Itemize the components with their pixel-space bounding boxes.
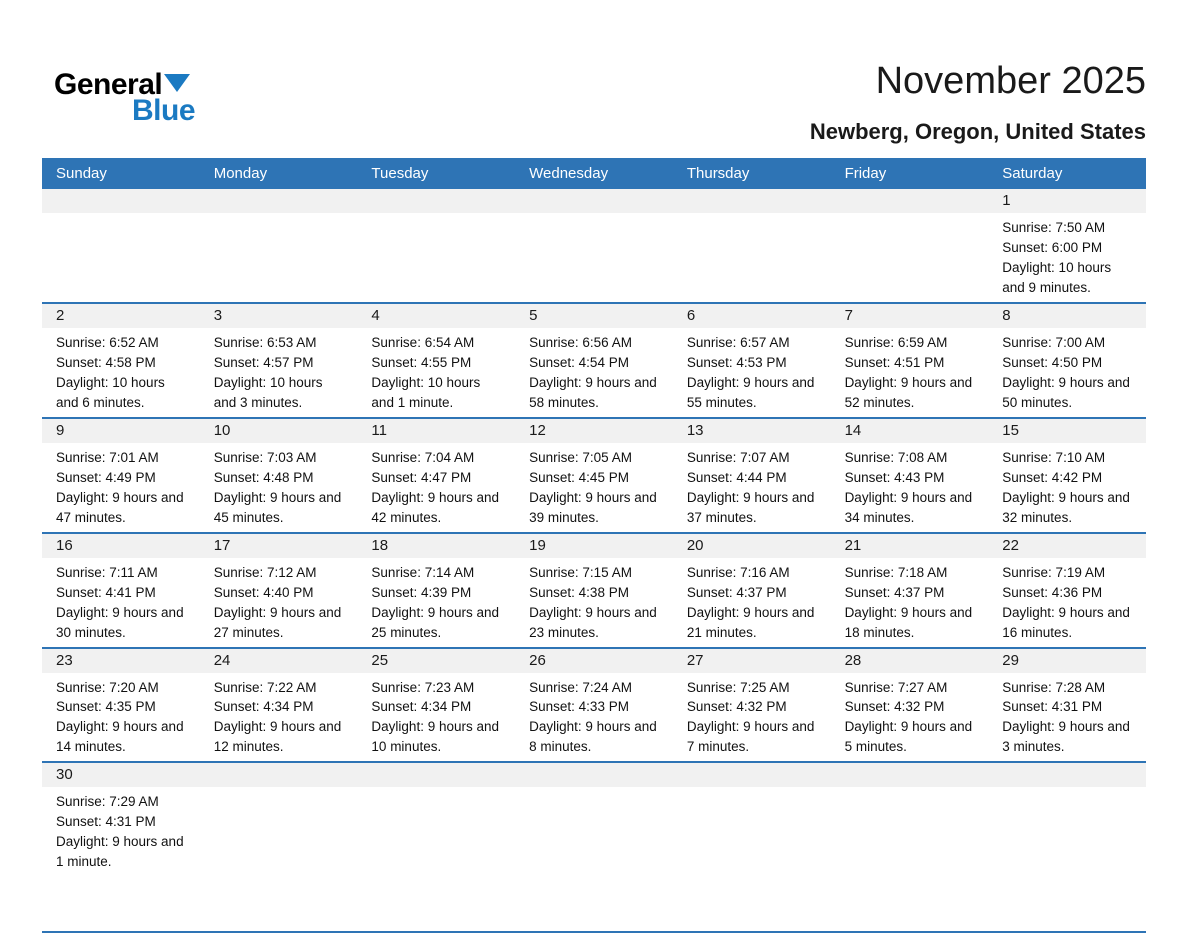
week-row [42, 417, 1146, 532]
day-number: 21 [831, 534, 989, 558]
day-cell [831, 419, 989, 532]
day-cell [515, 649, 673, 762]
general-blue-logo [42, 52, 195, 126]
sunrise-text: Sunrise: 7:03 AM [213, 449, 317, 465]
sunrise-text: Sunrise: 6:52 AM [56, 334, 159, 350]
empty-day-cell [673, 189, 831, 302]
day-number: 16 [42, 534, 200, 558]
empty-day-cell [357, 763, 515, 931]
week-row [42, 761, 1146, 931]
day-number: 24 [200, 649, 358, 673]
week-row [42, 532, 1146, 647]
weekday-header-row [42, 158, 1146, 189]
daylight-text: Daylight: 9 hours and 37 minutes. [686, 489, 815, 525]
day-number: 22 [988, 534, 1146, 558]
sunset-text: Sunset: 4:31 PM [1002, 699, 1103, 715]
calendar-month-title: November 2025 [875, 60, 1146, 102]
day-details [515, 328, 673, 417]
day-cell [988, 649, 1146, 762]
sunrise-text: Sunrise: 7:08 AM [844, 449, 948, 465]
day-number: 20 [673, 534, 831, 558]
daylight-text: Daylight: 10 hours and 3 minutes. [213, 374, 323, 410]
sunrise-text: Sunrise: 7:05 AM [529, 449, 632, 465]
weekday-wednesday: Wednesday [529, 165, 609, 182]
day-number [673, 189, 831, 213]
day-number: 5 [515, 304, 673, 328]
daylight-text: Daylight: 9 hours and 50 minutes. [1002, 374, 1130, 410]
sunset-text: Sunset: 4:47 PM [371, 469, 472, 485]
day-cell [831, 649, 989, 762]
sunset-text: Sunset: 4:53 PM [686, 354, 787, 370]
daylight-text: Daylight: 9 hours and 52 minutes. [844, 374, 973, 410]
daylight-text: Daylight: 9 hours and 21 minutes. [686, 604, 815, 640]
sunrise-text: Sunrise: 6:53 AM [213, 334, 317, 350]
calendar-table [42, 158, 1146, 933]
day-details [831, 558, 989, 647]
day-details [673, 673, 831, 762]
day-details [42, 443, 200, 532]
day-details [831, 673, 989, 762]
day-details [515, 558, 673, 647]
sunset-text: Sunset: 4:41 PM [56, 584, 156, 600]
day-number: 18 [357, 534, 515, 558]
sunset-text: Sunset: 4:51 PM [844, 354, 945, 370]
weekday-sunday: Sunday [56, 165, 107, 182]
day-number [831, 189, 989, 213]
sunrise-text: Sunrise: 7:16 AM [686, 564, 790, 580]
day-details [515, 443, 673, 532]
day-number [515, 763, 673, 787]
day-number [42, 189, 200, 213]
sunset-text: Sunset: 4:58 PM [56, 354, 156, 370]
day-details [200, 673, 358, 762]
sunrise-text: Sunrise: 6:56 AM [529, 334, 632, 350]
daylight-text: Daylight: 9 hours and 47 minutes. [56, 489, 184, 525]
weekday-friday: Friday [844, 165, 887, 182]
sunset-text: Sunset: 4:54 PM [529, 354, 629, 370]
daylight-text: Daylight: 9 hours and 30 minutes. [56, 604, 184, 640]
sunrise-text: Sunrise: 7:12 AM [213, 564, 317, 580]
day-details [42, 558, 200, 647]
sunset-text: Sunset: 4:34 PM [371, 699, 472, 715]
sunrise-text: Sunrise: 7:15 AM [529, 564, 632, 580]
daylight-text: Daylight: 9 hours and 39 minutes. [529, 489, 657, 525]
sunset-text: Sunset: 4:40 PM [213, 584, 314, 600]
day-cell [357, 419, 515, 532]
sunrise-text: Sunrise: 7:29 AM [56, 794, 159, 810]
day-details [200, 328, 358, 417]
day-cell [357, 649, 515, 762]
day-cell [673, 304, 831, 417]
day-cell [42, 304, 200, 417]
sunrise-text: Sunrise: 7:27 AM [844, 679, 948, 695]
day-cell [831, 534, 989, 647]
day-cell [42, 649, 200, 762]
sunset-text: Sunset: 4:55 PM [371, 354, 472, 370]
day-cell [357, 534, 515, 647]
day-details [42, 787, 200, 876]
logo-text-general: General [54, 68, 163, 101]
day-cell [673, 649, 831, 762]
daylight-text: Daylight: 10 hours and 1 minute. [371, 374, 481, 410]
sunset-text: Sunset: 4:33 PM [529, 699, 629, 715]
sunset-text: Sunset: 4:32 PM [844, 699, 945, 715]
empty-day-cell [200, 189, 358, 302]
calendar-weeks [42, 189, 1146, 931]
sunset-text: Sunset: 4:49 PM [56, 469, 156, 485]
sunset-text: Sunset: 4:43 PM [844, 469, 945, 485]
day-details [988, 558, 1146, 647]
daylight-text: Daylight: 9 hours and 10 minutes. [371, 719, 499, 755]
week-row [42, 647, 1146, 762]
day-cell [988, 419, 1146, 532]
day-number: 2 [42, 304, 200, 328]
day-details [357, 673, 515, 762]
day-number: 8 [988, 304, 1146, 328]
sunrise-text: Sunrise: 7:22 AM [213, 679, 317, 695]
day-number [357, 763, 515, 787]
sunset-text: Sunset: 4:32 PM [686, 699, 787, 715]
day-number: 4 [357, 304, 515, 328]
sunrise-text: Sunrise: 7:14 AM [371, 564, 475, 580]
day-cell [988, 189, 1146, 302]
day-number: 1 [988, 189, 1146, 213]
daylight-text: Daylight: 9 hours and 23 minutes. [529, 604, 657, 640]
sunrise-text: Sunrise: 7:23 AM [371, 679, 475, 695]
day-number: 17 [200, 534, 358, 558]
daylight-text: Daylight: 9 hours and 3 minutes. [1002, 719, 1130, 755]
empty-day-cell [357, 189, 515, 302]
day-cell [42, 763, 200, 931]
weekday-saturday: Saturday [1002, 165, 1063, 182]
sunset-text: Sunset: 4:36 PM [1002, 584, 1103, 600]
daylight-text: Daylight: 9 hours and 42 minutes. [371, 489, 499, 525]
day-number: 27 [673, 649, 831, 673]
daylight-text: Daylight: 9 hours and 8 minutes. [529, 719, 657, 755]
sunset-text: Sunset: 4:35 PM [56, 699, 156, 715]
day-number: 23 [42, 649, 200, 673]
sunrise-text: Sunrise: 7:07 AM [686, 449, 790, 465]
day-number [515, 189, 673, 213]
day-details [988, 443, 1146, 532]
day-number [831, 763, 989, 787]
page-header [42, 0, 1146, 158]
day-details [988, 673, 1146, 762]
day-number [200, 189, 358, 213]
title-block [810, 52, 1146, 145]
day-number: 6 [673, 304, 831, 328]
day-cell [200, 419, 358, 532]
daylight-text: Daylight: 9 hours and 34 minutes. [844, 489, 973, 525]
day-cell [988, 534, 1146, 647]
day-details [673, 328, 831, 417]
day-number [673, 763, 831, 787]
empty-day-cell [515, 763, 673, 931]
sunset-text: Sunset: 4:38 PM [529, 584, 629, 600]
sunrise-text: Sunrise: 7:00 AM [1002, 334, 1106, 350]
day-number: 26 [515, 649, 673, 673]
daylight-text: Daylight: 9 hours and 1 minute. [56, 834, 184, 870]
day-number [200, 763, 358, 787]
day-number: 14 [831, 419, 989, 443]
day-cell [673, 419, 831, 532]
day-number: 25 [357, 649, 515, 673]
daylight-text: Daylight: 9 hours and 5 minutes. [844, 719, 973, 755]
week-row [42, 189, 1146, 302]
daylight-text: Daylight: 9 hours and 45 minutes. [213, 489, 342, 525]
day-number: 29 [988, 649, 1146, 673]
day-details [357, 443, 515, 532]
day-cell [357, 304, 515, 417]
sunrise-text: Sunrise: 7:01 AM [56, 449, 159, 465]
sunset-text: Sunset: 4:39 PM [371, 584, 472, 600]
day-number: 12 [515, 419, 673, 443]
day-details [42, 328, 200, 417]
day-cell [42, 419, 200, 532]
weekday-thursday: Thursday [686, 165, 750, 182]
calendar-location-subtitle: Newberg, Oregon, United States [809, 119, 1146, 144]
daylight-text: Daylight: 10 hours and 9 minutes. [1002, 259, 1112, 295]
day-cell [831, 304, 989, 417]
sunset-text: Sunset: 4:50 PM [1002, 354, 1103, 370]
day-cell [200, 649, 358, 762]
sunrise-text: Sunrise: 7:04 AM [371, 449, 475, 465]
sunset-text: Sunset: 4:37 PM [844, 584, 945, 600]
empty-day-cell [42, 189, 200, 302]
sunrise-text: Sunrise: 7:24 AM [529, 679, 632, 695]
daylight-text: Daylight: 9 hours and 12 minutes. [213, 719, 342, 755]
daylight-text: Daylight: 9 hours and 25 minutes. [371, 604, 499, 640]
day-number: 7 [831, 304, 989, 328]
day-number: 11 [357, 419, 515, 443]
day-cell [515, 304, 673, 417]
day-details [357, 328, 515, 417]
sunrise-text: Sunrise: 6:54 AM [371, 334, 475, 350]
sunset-text: Sunset: 4:34 PM [213, 699, 314, 715]
day-number: 3 [200, 304, 358, 328]
sunrise-text: Sunrise: 6:59 AM [844, 334, 948, 350]
day-details [673, 558, 831, 647]
sunset-text: Sunset: 4:48 PM [213, 469, 314, 485]
daylight-text: Daylight: 9 hours and 32 minutes. [1002, 489, 1130, 525]
empty-day-cell [831, 763, 989, 931]
day-cell [988, 304, 1146, 417]
day-details [831, 443, 989, 532]
empty-day-cell [988, 763, 1146, 931]
day-cell [42, 534, 200, 647]
day-number: 13 [673, 419, 831, 443]
sunset-text: Sunset: 4:44 PM [686, 469, 787, 485]
daylight-text: Daylight: 9 hours and 58 minutes. [529, 374, 657, 410]
daylight-text: Daylight: 9 hours and 7 minutes. [686, 719, 815, 755]
daylight-text: Daylight: 9 hours and 55 minutes. [686, 374, 815, 410]
sunrise-text: Sunrise: 7:28 AM [1002, 679, 1106, 695]
empty-day-cell [831, 189, 989, 302]
day-number: 30 [42, 763, 200, 787]
day-cell [515, 534, 673, 647]
day-number [988, 763, 1146, 787]
sunrise-text: Sunrise: 7:20 AM [56, 679, 159, 695]
sunrise-text: Sunrise: 7:19 AM [1002, 564, 1106, 580]
sunset-text: Sunset: 4:31 PM [56, 814, 156, 830]
weekday-monday: Monday [213, 165, 268, 182]
weekday-tuesday: Tuesday [371, 165, 429, 182]
sunrise-text: Sunrise: 7:25 AM [686, 679, 790, 695]
sunrise-text: Sunrise: 7:10 AM [1002, 449, 1106, 465]
day-details [200, 558, 358, 647]
daylight-text: Daylight: 9 hours and 18 minutes. [844, 604, 973, 640]
sunset-text: Sunset: 6:00 PM [1002, 239, 1103, 255]
day-number [357, 189, 515, 213]
sunrise-text: Sunrise: 7:50 AM [1002, 220, 1106, 235]
daylight-text: Daylight: 9 hours and 27 minutes. [213, 604, 342, 640]
daylight-text: Daylight: 10 hours and 6 minutes. [56, 374, 165, 410]
sunrise-text: Sunrise: 6:57 AM [686, 334, 790, 350]
sunset-text: Sunset: 4:42 PM [1002, 469, 1103, 485]
sunset-text: Sunset: 4:37 PM [686, 584, 787, 600]
day-number: 19 [515, 534, 673, 558]
empty-day-cell [515, 189, 673, 302]
day-number: 9 [42, 419, 200, 443]
day-details [200, 443, 358, 532]
day-number: 15 [988, 419, 1146, 443]
sunset-text: Sunset: 4:57 PM [213, 354, 314, 370]
day-details [515, 673, 673, 762]
logo-text-blue: Blue [132, 94, 196, 127]
day-number: 10 [200, 419, 358, 443]
day-details [831, 328, 989, 417]
day-number: 28 [831, 649, 989, 673]
sunrise-text: Sunrise: 7:11 AM [56, 564, 158, 580]
day-details [673, 443, 831, 532]
day-details [357, 558, 515, 647]
day-details [988, 213, 1146, 302]
empty-day-cell [200, 763, 358, 931]
day-cell [200, 534, 358, 647]
sunset-text: Sunset: 4:45 PM [529, 469, 629, 485]
daylight-text: Daylight: 9 hours and 16 minutes. [1002, 604, 1130, 640]
day-details [988, 328, 1146, 417]
daylight-text: Daylight: 9 hours and 14 minutes. [56, 719, 184, 755]
empty-day-cell [673, 763, 831, 931]
sunrise-text: Sunrise: 7:18 AM [844, 564, 948, 580]
logo-triangle-icon [164, 72, 190, 96]
day-cell [515, 419, 673, 532]
day-details [42, 673, 200, 762]
day-cell [200, 304, 358, 417]
week-row [42, 302, 1146, 417]
day-cell [673, 534, 831, 647]
